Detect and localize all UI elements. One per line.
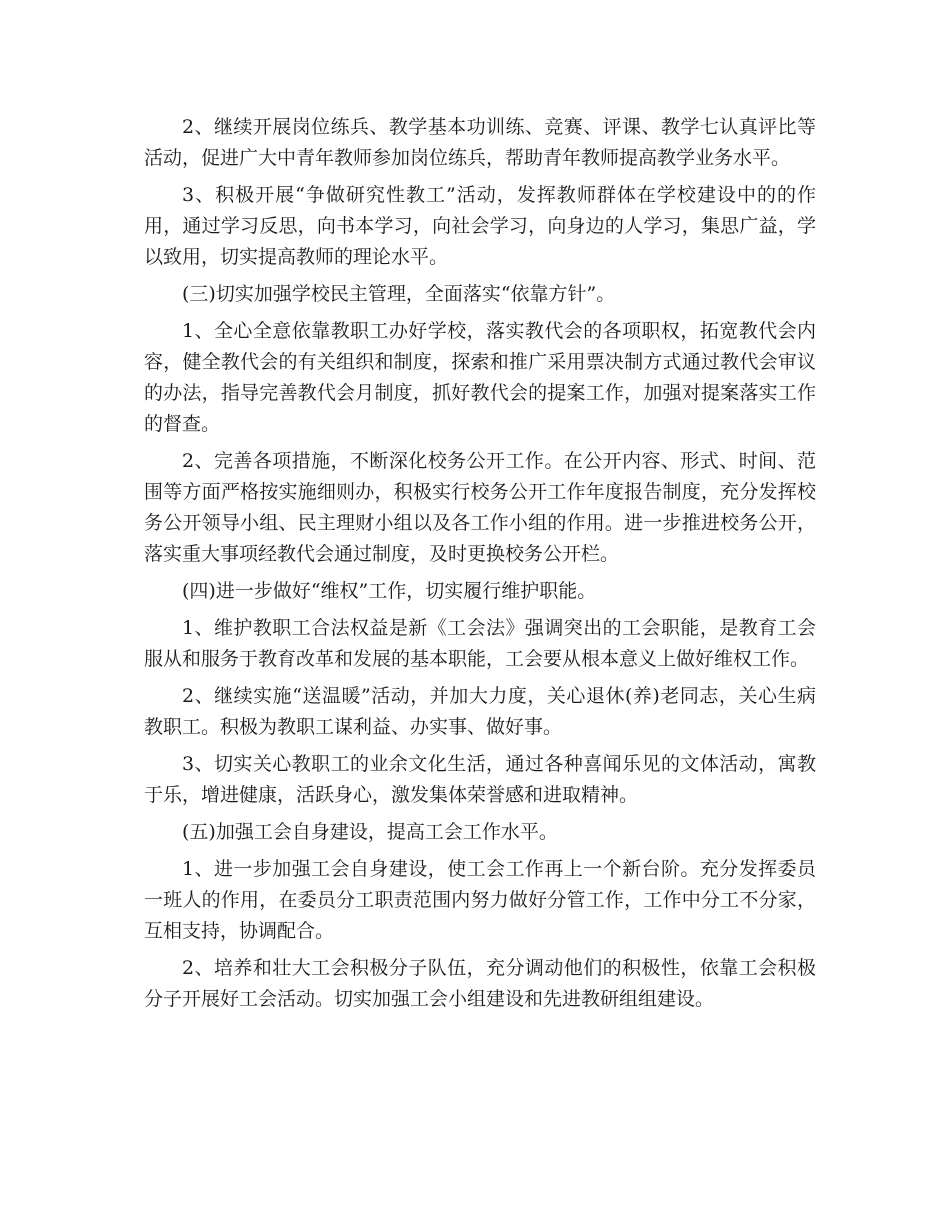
paragraph-item-1-staff-congress: 1、全心全意依靠教职工办好学校，落实教代会的各项职权，拓宽教代会内容，健全教代会的有关组织和制度，探索和推广采用票决制方式通过教代会审议的办法，指导完善教代会月制度，抓好教代会的提案工作，加强对提案落实工作的督查。: [144, 320, 816, 435]
paragraph-item-1-rights: 1、维护教职工合法权益是新《工会法》强调突出的工会职能，是教育工会服从和服务于教育改革和发展的基本职能，工会要从根本意义上做好维权工作。: [144, 617, 816, 670]
paragraph-item-1-self-building: 1、进一步加强工会自身建设，使工会工作再上一个新台阶。充分发挥委员一班人的作用，在委员分工职责范围内努力做好分管工作，工作中分工不分家，互相支持，协调配合。: [144, 858, 816, 942]
paragraph-item-2-activists: 2、培养和壮大工会积极分子队伍，充分调动他们的积极性，依靠工会积极分子开展好工会活动。切实加强工会小组建设和先进教研组组建设。: [144, 957, 816, 1010]
paragraph-item-2-warmth: 2、继续实施“送温暖”活动，并加大力度，关心退休(养)老同志，关心生病教职工。积极为教职工谋利益、办实事、做好事。: [144, 685, 816, 738]
section-heading-5: (五)加强工会自身建设，提高工会工作水平。: [182, 821, 558, 843]
paragraph-item-2-training: 2、继续开展岗位练兵、教学基本功训练、竞赛、评课、教学七认真评比等活动，促进广大中青年教师参加岗位练兵，帮助青年教师提高教学业务水平。: [144, 116, 816, 169]
paragraph-item-3-culture: 3、切实关心教职工的业余文化生活，通过各种喜闻乐见的文体活动，寓教于乐，增进健康，活跃身心，激发集体荣誉感和进取精神。: [144, 753, 816, 806]
paragraph-item-2-affairs-public: 2、完善各项措施，不断深化校务公开工作。在公开内容、形式、时间、范围等方面严格按实施细则办，积极实行校务公开工作年度报告制度，充分发挥校务公开领导小组、民主理财小组以及各工作小组的作用。进一步推进校务公开，落实重大事项经教代会通过制度，及时更换校务公开栏。: [144, 450, 816, 565]
section-heading-4: (四)进一步做好“维权”工作，切实履行维护职能。: [182, 580, 597, 602]
paragraph-item-3-research: 3、积极开展“争做研究性教工”活动，发挥教师群体在学校建设中的的作用，通过学习反思，向书本学习，向社会学习，向身边的人学习，集思广益，学以致用，切实提高教师的理论水平。: [144, 184, 816, 268]
section-heading-3: (三)切实加强学校民主管理，全面落实“依靠方针”。: [182, 283, 616, 305]
